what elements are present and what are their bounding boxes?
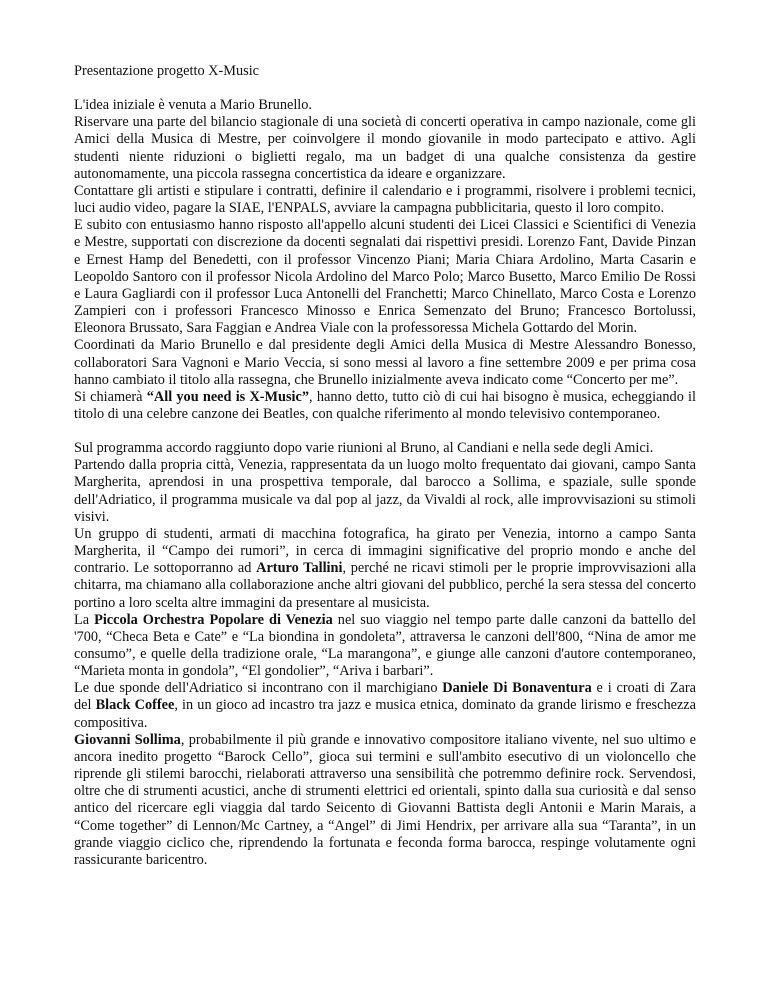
bold-artist-sollima: Giovanni Sollima <box>74 731 181 748</box>
paragraph-adriatic <box>74 680 696 731</box>
paragraph-title-choice <box>74 389 696 423</box>
text-span: nel suo viaggio nel tempo parte dalle canzoni da battello del '700, “Checa Beta e Cate” e “La biondina in gondoleta”, attraversa le canzoni dell'800, “Nina de amor me consumo”, e quelle della tradizione orale, “La marangona”, e giunge alle canzoni d'autore contemporaneo, “Marieta monta in gondola”, “El gondolier”, “Ariva i barbari”. <box>74 611 696 680</box>
paragraph-students: E subito con entusiasmo hanno risposto all'appello alcuni studenti dei Licei Classici e Scientifici di Venezia e Mestre, supportati con discrezione da docenti segnalati dai rispettivi presidi. Lorenzo Fant, Davide Pinzan e Ernest Hamp del Benedetti, con il professor Vincenzo Piani; Maria Chiara Ardolino, Marta Casarin e Leopoldo Santoro con il professor Nicola Ardolino del Marco Polo; Marco Busetto, Marco Emilio De Rossi e Laura Gagliardi con il professor Luca Antonelli del Franchetti; Marco Chinellato, Marco Costa e Lorenzo Zampieri con i professori Francesco Minosso e Enrica Semenzato del Bruno; Francesco Bortolussi, Eleonora Brussato, Sara Faggian e Andrea Viale con la professoressa Michela Gottardo del Morin. <box>74 217 696 337</box>
spacer <box>74 423 696 440</box>
bold-artist-tallini: Arturo Tallini <box>256 560 343 577</box>
text-span: e i croati di Zara del <box>74 680 696 714</box>
text-span: La <box>74 611 95 628</box>
bold-black-coffee: Black Coffee <box>95 697 175 714</box>
text-span: Le due sponde dell'Adriatico si incontrano con il marchigiano <box>74 680 443 697</box>
text-span: Un gruppo di studenti, armati di macchina fotografica, ha girato per Venezia, intorno a campo Santa Margherita, il “Campo dei rumori”, in cerca di immagini significative del proprio mondo e anche del contrario. Le sottoporranno ad <box>74 525 696 577</box>
document-page <box>74 63 696 869</box>
paragraph-intro: L'idea iniziale è venuta a Mario Brunello. <box>74 97 312 114</box>
paragraph-budget: Riservare una parte del bilancio stagionale di una società di concerti operativa in campo nazionale, come gli Amici della Musica di Mestre, per coinvolgere il mondo giovanile in modo partecipato e attivo. Agli studenti niente riduzioni o biglietti regalo, ma un badget di una qualche consistenza da gestire autonomamente, una piccola rassegna concertistica da ideare e organizzare. <box>74 114 696 182</box>
text-span: , hanno detto, tutto ciò di cui hai bisogno è musica, echeggiando il titolo di una celebre canzone dei Beatles, con qualche riferimento al mondo televisivo contemporaneo. <box>74 388 697 422</box>
paragraph-orchestra <box>74 612 696 681</box>
spacer <box>74 80 696 97</box>
text-span: , probabilmente il più grande e innovativo compositore italiano vivente, nel suo ultimo e ancora inedito progetto “Barock Cello”, gioca sui termini e sull'ambito esecutivo di un violoncello che riprende gli stilemi barocchi, rielaborati attraverso una sensibilità che potremmo definire rock. Servendosi, oltre che di strumenti acustici, anche di strumenti elettrici ed orientali, spinto dalla sua curiosità e dal senso antico del ricercare egli viaggia dal tardo Seicento di Giovanni Battista degli Antonii e Marin Marais, a “Come together” di Lennon/Mc Cartney, a “Angel” di Jimi Hendrix, per arrivare alla sua “Taranta”, in un grande viaggio ciclico che, riprendendo la fortunata e feconda forma barocca, respinge volutamente ogni rassicurante baricentro. <box>74 731 696 868</box>
text-span: , perché ne ricavi stimoli per le proprie improvvisazioni alla chitarra, ma chiamano alla collaborazione anche altri giovani del pubblico, perché la sera stessa del concerto portino a loro scelta altre immagini da presentare al musicista. <box>74 560 696 611</box>
paragraph-sollima <box>74 732 696 869</box>
paragraph-program-overview: Partendo dalla propria città, Venezia, rappresentata da un luogo molto frequentato dai giovani, campo Santa Margherita, aprendosi in una prospettiva temporale, dal barocco a Sollima, e spaziale, sulle sponde dell'Adriatico, il programma musicale va dal pop al jazz, da Vivaldi al rock, alle improvvisazioni su stimoli visivi. <box>74 457 696 525</box>
paragraph-program-agreement: Sul programma accordo raggiunto dopo varie riunioni al Bruno, al Candiani e nella sede degli Amici. <box>74 440 654 457</box>
text-span: , in un gioco ad incastro tra jazz e musica etnica, dominato da grande lirismo e freschezza compositiva. <box>74 697 696 731</box>
paragraph-tallini <box>74 526 696 612</box>
paragraph-coordination: Coordinati da Mario Brunello e dal presidente degli Amici della Musica di Mestre Alessandro Bonesso, collaboratori Sara Vagnoni e Mario Veccia, si sono messi al lavoro a fine settembre 2009 e per prima cosa hanno cambiato il titolo alla rassegna, che Brunello inizialmente aveva indicato come “Concerto per me”. <box>74 337 696 388</box>
text-span: Si chiamerà <box>74 388 147 405</box>
paragraph-tasks: Contattare gli artisti e stipulare i contratti, definire il calendario e i programmi, risolvere i problemi tecnici, luci audio video, pagare la SIAE, l'ENPALS, avviare la campagna pubblicitaria, questo il loro compito. <box>74 182 696 217</box>
document-title: Presentazione progetto X-Music <box>74 63 260 79</box>
bold-title: “All you need is X-Music” <box>146 388 310 405</box>
bold-orchestra: Piccola Orchestra Popolare di Venezia <box>94 611 333 628</box>
bold-artist-bonaventura: Daniele Di Bonaventura <box>442 680 592 697</box>
